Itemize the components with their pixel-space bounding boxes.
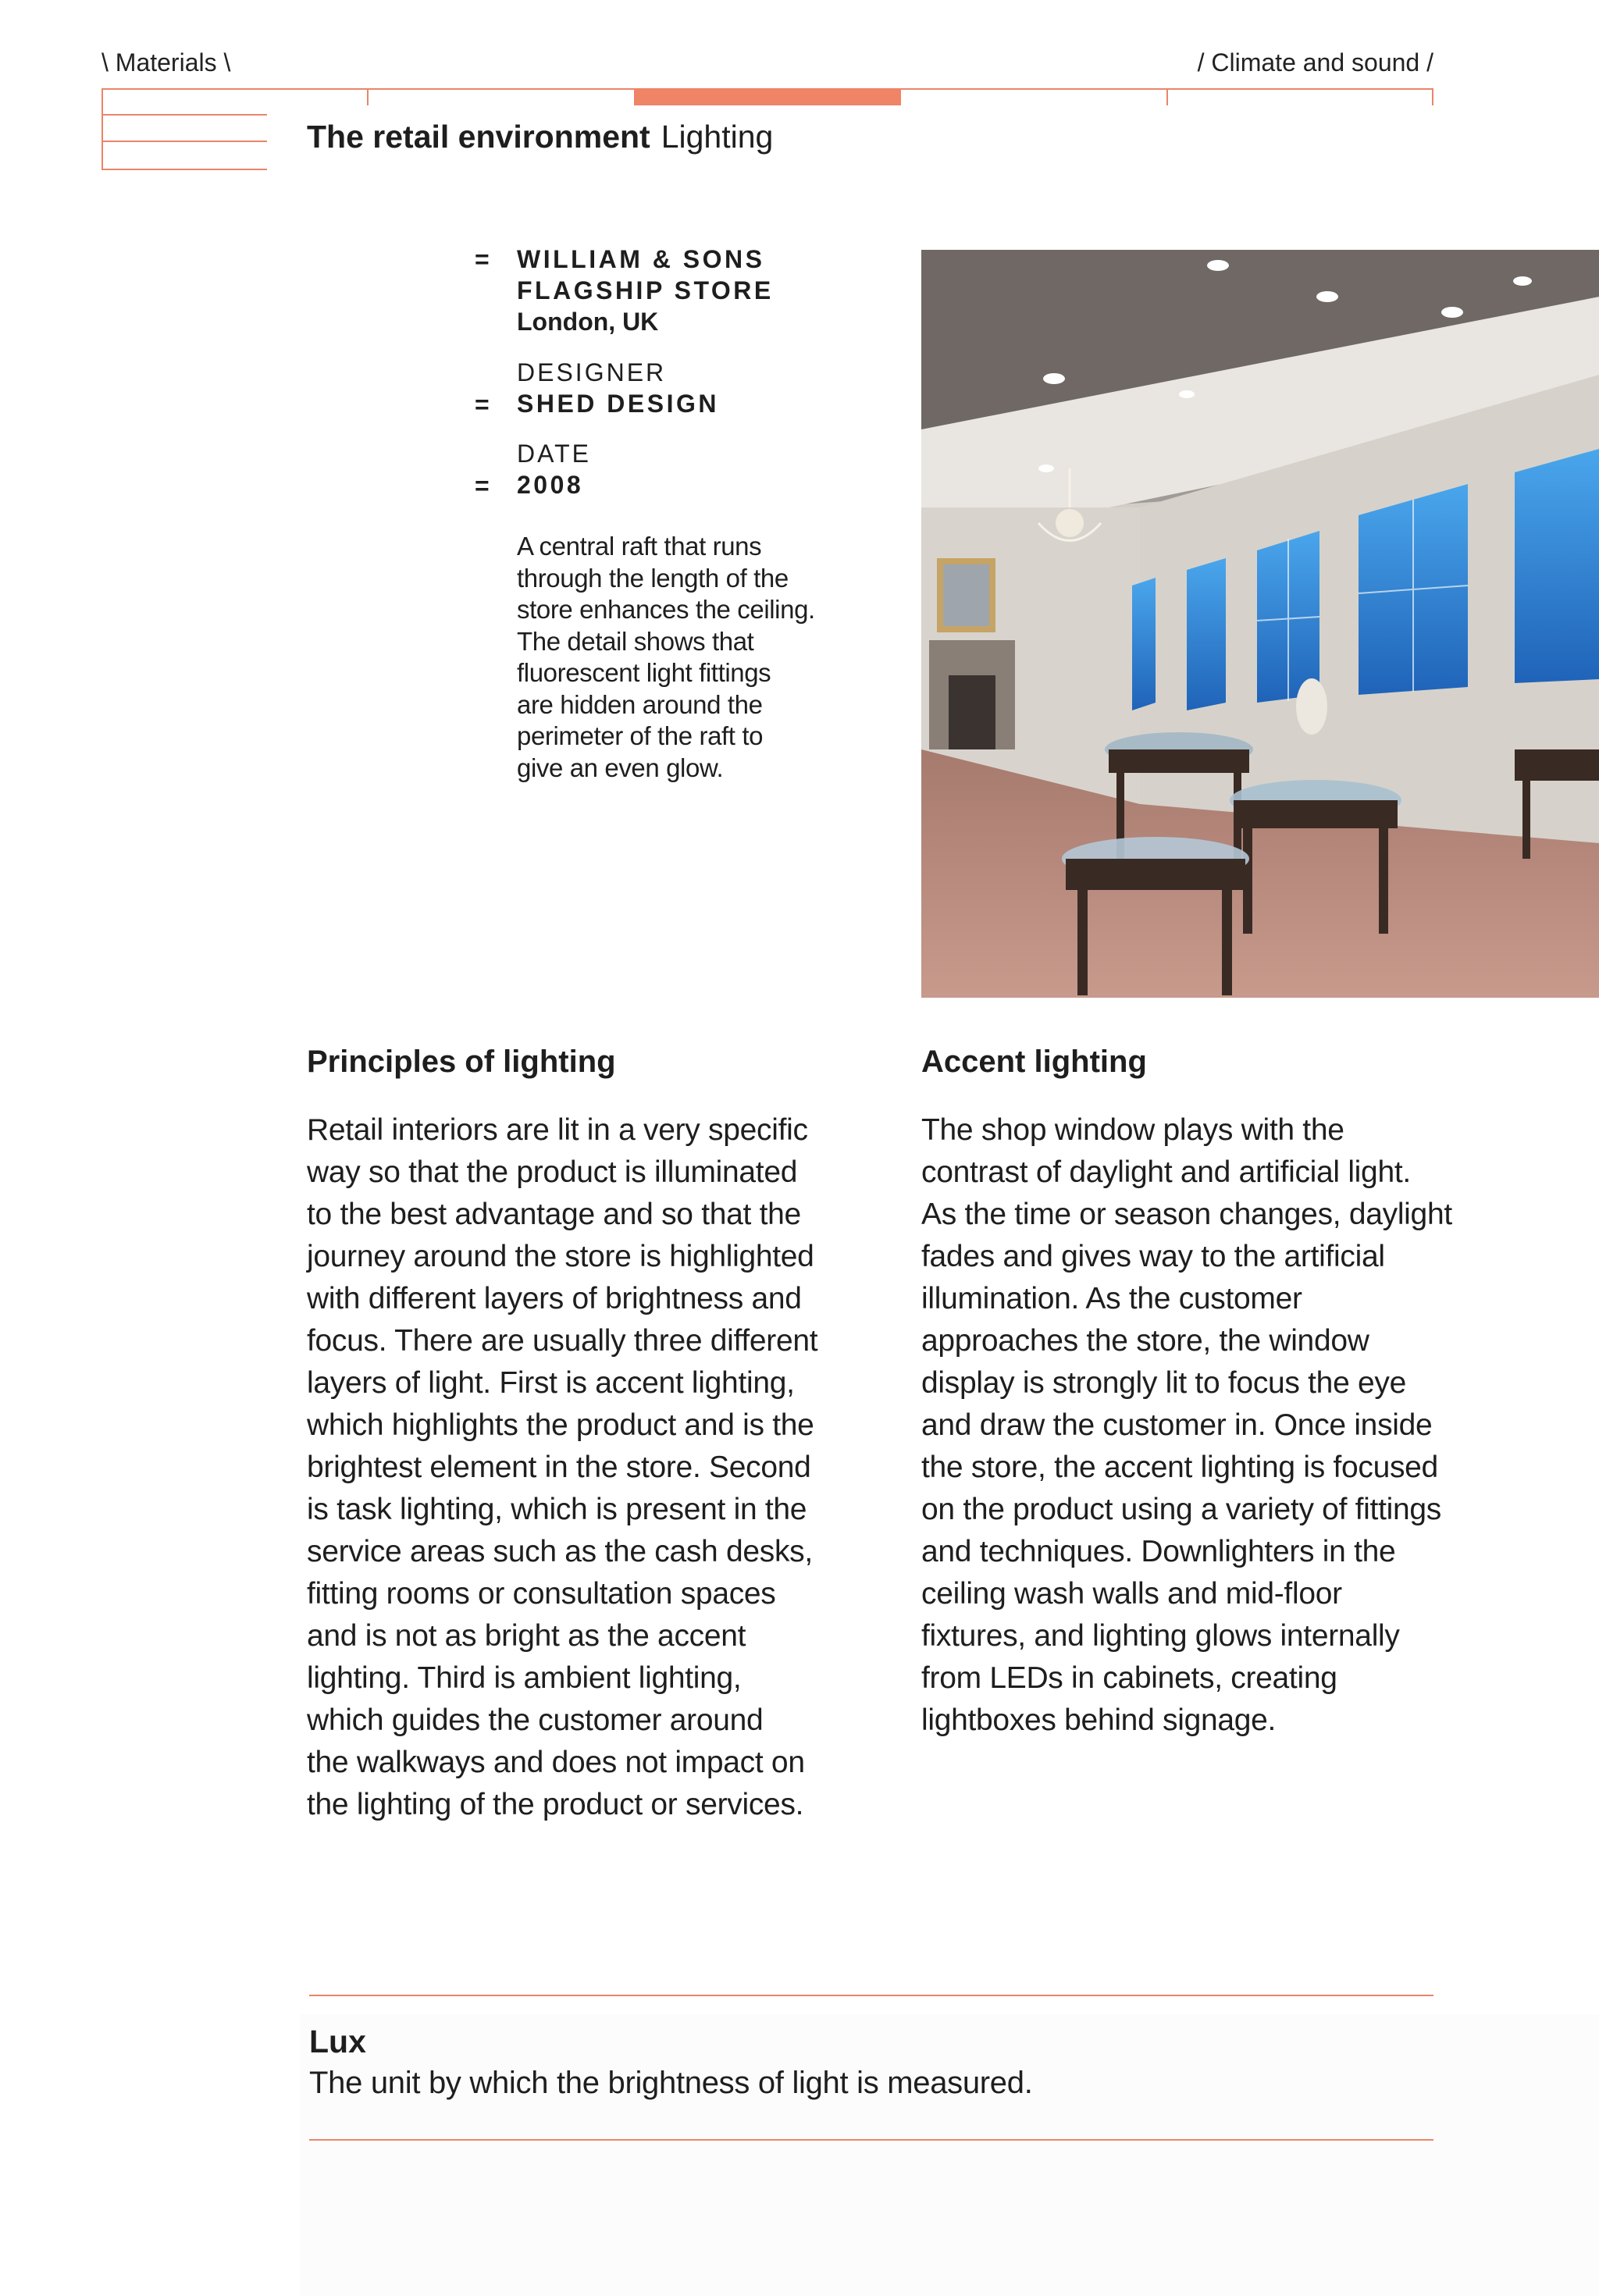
text-line: service areas such as the cash desks, [307,1535,813,1568]
text-line: the lighting of the product or services. [307,1788,804,1821]
principles-heading: Principles of lighting [307,1045,616,1079]
store-interior-photo [921,250,1599,998]
designer-label: DESIGNER [517,358,667,386]
glossary-definition: The unit by which the brightness of light is measured. [309,2066,1033,2100]
caption-line: store enhances the ceiling. [517,595,815,624]
text-line: display is strongly lit to focus the eye [921,1366,1406,1400]
designer-value: SHED DESIGN [517,390,719,418]
glossary-term: Lux [309,2024,366,2059]
text-line: fades and gives way to the artificial [921,1240,1385,1273]
accent-body [921,1109,1515,1742]
active-section-tab [634,89,901,105]
accent-heading: Accent lighting [921,1045,1147,1079]
text-line: journey around the store is highlighted [307,1240,814,1273]
caption-line: fluorescent light fittings [517,658,771,687]
text-line: the store, the accent lighting is focused [921,1451,1438,1484]
page-title-sub: Lighting [661,119,774,155]
text-line: fitting rooms or consultation spaces [307,1577,776,1611]
page-title-main: The retail environment [307,119,650,155]
text-line: lighting. Third is ambient lighting, [307,1661,742,1695]
text-line: which guides the customer around [307,1703,764,1737]
store-name-line1: WILLIAM & SONS [517,245,765,273]
text-line: the walkways and does not impact on [307,1746,805,1779]
text-line: on the product using a variety of fittings [921,1493,1441,1526]
caption-line: are hidden around the [517,689,763,719]
text-line: The shop window plays with the [921,1113,1344,1147]
text-line: way so that the product is illuminated [307,1155,798,1189]
text-line: layers of light. First is accent lighting, [307,1366,795,1400]
caption-line: perimeter of the raft to [517,721,764,750]
bullet-marker: = [475,390,490,418]
text-line: fixtures, and lighting glows internally [921,1619,1400,1653]
text-line: focus. There are usually three different [307,1324,818,1358]
caption-line: give an even glow. [517,753,724,782]
store-name-line2: FLAGSHIP STORE [517,276,774,304]
text-line: which highlights the product and is the [307,1408,814,1442]
text-line: and draw the customer in. Once inside [921,1408,1433,1442]
glossary-bottom-rule [309,2139,1433,2141]
bullet-marker: = [475,472,490,500]
text-line: lightboxes behind signage. [921,1703,1277,1737]
header-section-label: \ Materials \ [101,48,231,77]
page-title [307,119,773,155]
caption-line: A central raft that runs [517,532,762,561]
text-line: approaches the store, the window [921,1324,1369,1358]
date-value: 2008 [517,471,584,499]
glossary-top-rule [309,1995,1433,1996]
header-chapter-label: / Climate and sound / [1197,48,1433,77]
text-line: ceiling wash walls and mid-floor [921,1577,1342,1611]
text-line: As the time or season changes, daylight [921,1198,1452,1231]
text-line: Retail interiors are lit in a very specific [307,1113,808,1147]
text-line: and techniques. Downlighters in the [921,1535,1396,1568]
date-label: DATE [517,440,591,468]
text-line: is task lighting, which is present in the [307,1493,807,1526]
text-line: to the best advantage and so that the [307,1198,801,1231]
caption-line: through the length of the [517,563,789,593]
text-line: with different layers of brightness and [307,1282,802,1315]
text-line: from LEDs in cabinets, creating [921,1661,1337,1695]
caption-line: The detail shows that [517,626,754,656]
text-line: and is not as bright as the accent [307,1619,746,1653]
store-location: London, UK [517,308,659,336]
photo-caption [517,531,860,784]
bullet-marker: = [475,245,490,273]
principles-body [307,1109,869,1826]
text-line: brightest element in the store. Second [307,1451,811,1484]
text-line: illumination. As the customer [921,1282,1302,1315]
footer-band [300,2014,1599,2296]
text-line: contrast of daylight and artificial light. [921,1155,1411,1189]
